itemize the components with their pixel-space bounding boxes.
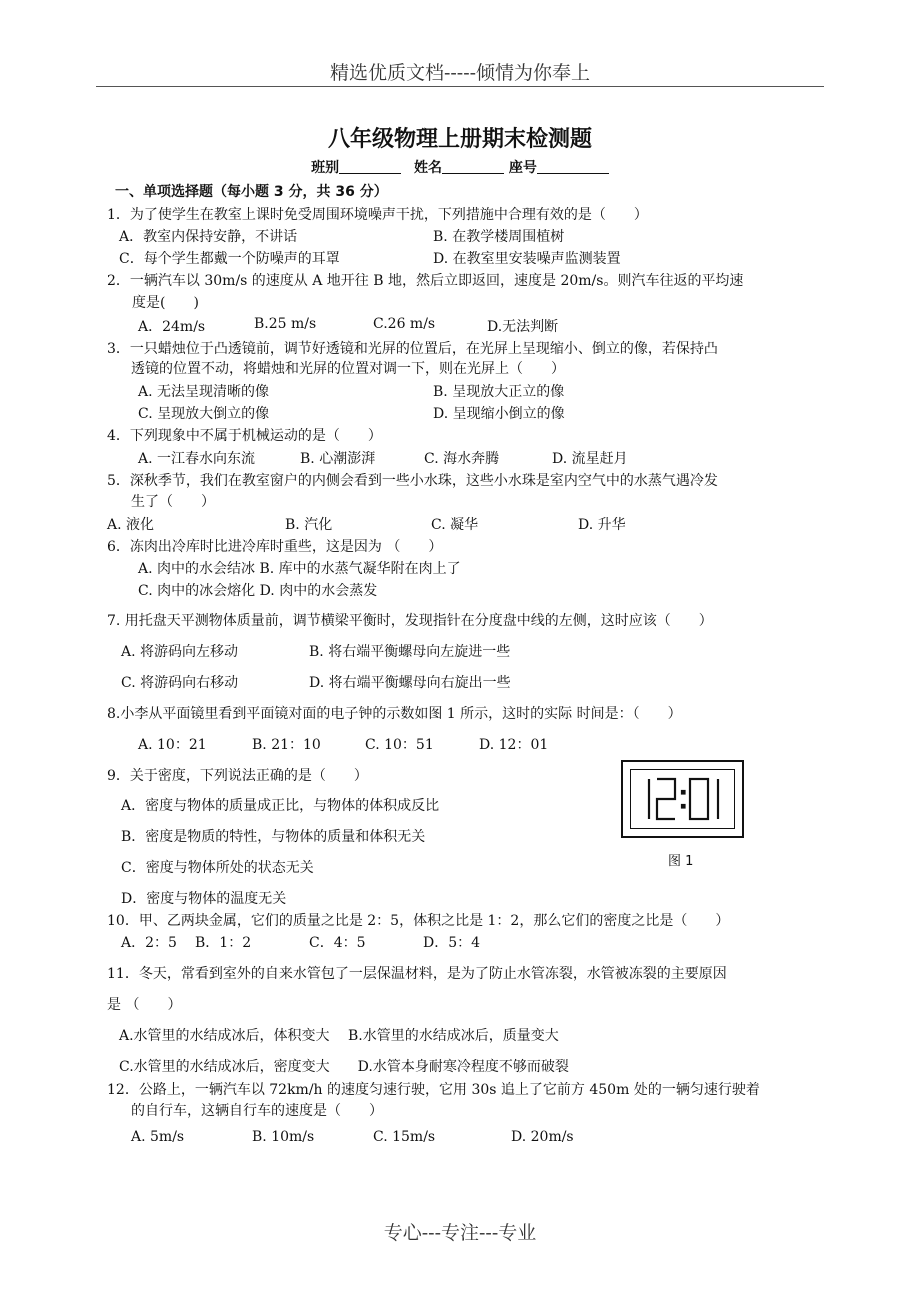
page-footer: 专心---专注---专业	[383, 1222, 537, 1244]
question-2-option-a: A．24m/s	[138, 319, 206, 335]
question-2-option-d: D.无法判断	[487, 319, 559, 335]
question-12-option-a: A. 5m/s	[131, 1129, 185, 1145]
exam-title: 八年级物理上册期末检测题	[327, 127, 592, 152]
question-12-option-d: D. 20m/s	[511, 1129, 574, 1145]
question-7-option-d: D. 将右端平衡螺母向右旋出一些	[309, 675, 511, 691]
question-11-stem-cont: 是 （ ）	[107, 997, 182, 1013]
question-8-option-a: A. 10：21	[138, 737, 207, 753]
question-6-options-cd: C. 肉中的冰会熔化 D. 肉中的水会蒸发	[138, 583, 378, 599]
question-8-option-b: B. 21：10	[252, 737, 321, 753]
question-5-stem: 5．深秋季节，我们在教室窗户的内侧会看到一些小水珠，这些小水珠是室内空气中的水蒸气遇冷发	[107, 473, 718, 489]
question-6-options-ab: A. 肉中的水会结冰 B. 库中的水蒸气凝华附在肉上了	[138, 561, 461, 577]
question-4-option-a: A. 一江春水向东流	[138, 451, 256, 467]
question-4-option-b: B. 心潮澎湃	[300, 451, 376, 467]
question-3-option-b: B. 呈现放大正立的像	[433, 384, 565, 400]
question-1-option-c: C．每个学生都戴一个防噪声的耳罩	[119, 251, 340, 267]
question-1-option-d: D. 在教室里安装噪声监测装置	[433, 251, 621, 267]
class-label: 班别	[311, 160, 340, 176]
question-11-options-cd: C.水管里的水结成冰后，密度变大 D.水管本身耐寒冷程度不够而破裂	[119, 1059, 569, 1075]
seat-label: 座号	[508, 160, 537, 176]
figure-1-caption: 图 1	[668, 854, 694, 869]
question-8-option-c: C. 10：51	[365, 737, 434, 753]
question-12-option-b: B. 10m/s	[252, 1129, 315, 1145]
header-divider	[96, 86, 824, 87]
question-2-option-b: B.25 m/s	[254, 316, 317, 332]
question-10-option-a: A．2：5	[121, 935, 177, 951]
page-header: 精选优质文档-----倾情为你奉上	[329, 62, 591, 84]
question-1-option-a: A．教室内保持安静，不讲话	[119, 229, 298, 245]
question-3-stem-cont: 透镜的位置不动，将蜡烛和光屏的位置对调一下，则在光屏上（ ）	[131, 361, 565, 377]
question-4-stem: 4．下列现象中不属于机械运动的是（ ）	[107, 428, 382, 444]
student-info	[0, 157, 920, 177]
question-7-option-a: A. 将游码向左移动	[121, 644, 239, 660]
question-10-stem: 10．甲、乙两块金属，它们的质量之比是 2：5，体积之比是 1：2，那么它们的密度之比是（ ）	[107, 913, 730, 929]
question-3-option-d: D. 呈现缩小倒立的像	[433, 406, 565, 422]
question-11-stem: 11．冬天，常看到室外的自来水管包了一层保温材料，是为了防止水管冻裂，水管被冻裂的主要原因	[107, 966, 727, 982]
question-3-stem: 3．一只蜡烛位于凸透镜前，调节好透镜和光屏的位置后，在光屏上呈现缩小、倒立的像，若保持凸	[107, 341, 718, 357]
seat-blank	[537, 159, 609, 174]
question-8-option-d: D. 12：01	[479, 737, 549, 753]
question-4-option-c: C. 海水奔腾	[424, 451, 500, 467]
question-7-stem: 7. 用托盘天平测物体质量前，调节横梁平衡时，发现指针在分度盘中线的左侧，这时应该（ ）	[107, 613, 713, 629]
question-6-stem: 6．冻肉出冷库时比进冷库时重些，这是因为 （ ）	[107, 539, 443, 555]
name-label: 姓名	[414, 160, 442, 176]
question-2-option-c: C.26 m/s	[373, 316, 436, 332]
question-5-option-c: C. 凝华	[431, 517, 479, 533]
question-12-option-c: C. 15m/s	[373, 1129, 436, 1145]
question-12-stem-cont: 的自行车，这辆自行车的速度是（ ）	[131, 1103, 383, 1119]
question-1-stem: 1．为了使学生在教室上课时免受周围环境噪声干扰，下列措施中合理有效的是（ ）	[107, 207, 648, 223]
section-heading: 一、单项选择题（每小题 3 分，共 36 分）	[115, 184, 388, 200]
question-5-stem-cont: 生了（ ）	[131, 494, 215, 510]
question-11-options-ab: A.水管里的水结成冰后，体积变大 B.水管里的水结成冰后，质量变大	[119, 1028, 559, 1044]
question-7-option-c: C. 将游码向右移动	[121, 675, 239, 691]
question-1-option-b: B. 在教学楼周围植树	[433, 229, 565, 245]
name-blank	[442, 159, 504, 174]
question-4-option-d: D. 流星赶月	[552, 451, 628, 467]
question-9-option-a: A．密度与物体的质量成正比，与物体的体积成反比	[121, 798, 440, 814]
question-9-option-d: D．密度与物体的温度无关	[121, 891, 287, 907]
question-5-option-a: A. 液化	[107, 517, 155, 533]
question-12-stem: 12．公路上，一辆汽车以 72km/h 的速度匀速行驶，它用 30s 追上了它前方 450m 处的一辆匀速行驶着	[107, 1082, 760, 1098]
question-9-option-c: C．密度与物体所处的状态无关	[121, 860, 314, 876]
question-7-option-b: B. 将右端平衡螺母向左旋进一些	[309, 644, 511, 660]
question-8-stem: 8.小李从平面镜里看到平面镜对面的电子钟的示数如图 1 所示，这时的实际 时间是：（ ）	[107, 706, 682, 722]
question-10-option-d: D．5：4	[423, 935, 481, 951]
question-3-option-a: A. 无法呈现清晰的像	[138, 384, 270, 400]
question-2-stem: 2．一辆汽车以 30m/s 的速度从 A 地开往 B 地，然后立即返回，速度是 20m/s。则汽车往返的平均速	[107, 273, 744, 289]
clock-display-icon	[623, 762, 742, 836]
figure-1-clock	[621, 760, 744, 838]
question-9-option-b: B．密度是物质的特性，与物体的质量和体积无关	[121, 829, 426, 845]
question-3-option-c: C. 呈现放大倒立的像	[138, 406, 270, 422]
question-9-stem: 9．关于密度，下列说法正确的是（ ）	[107, 768, 368, 784]
question-10-option-c: C．4：5	[309, 935, 366, 951]
question-10-option-b: B．1：2	[195, 935, 252, 951]
question-5-option-b: B. 汽化	[285, 517, 333, 533]
question-2-stem-cont: 度是( )	[132, 295, 199, 311]
class-blank	[339, 159, 401, 174]
question-5-option-d: D. 升华	[578, 517, 626, 533]
